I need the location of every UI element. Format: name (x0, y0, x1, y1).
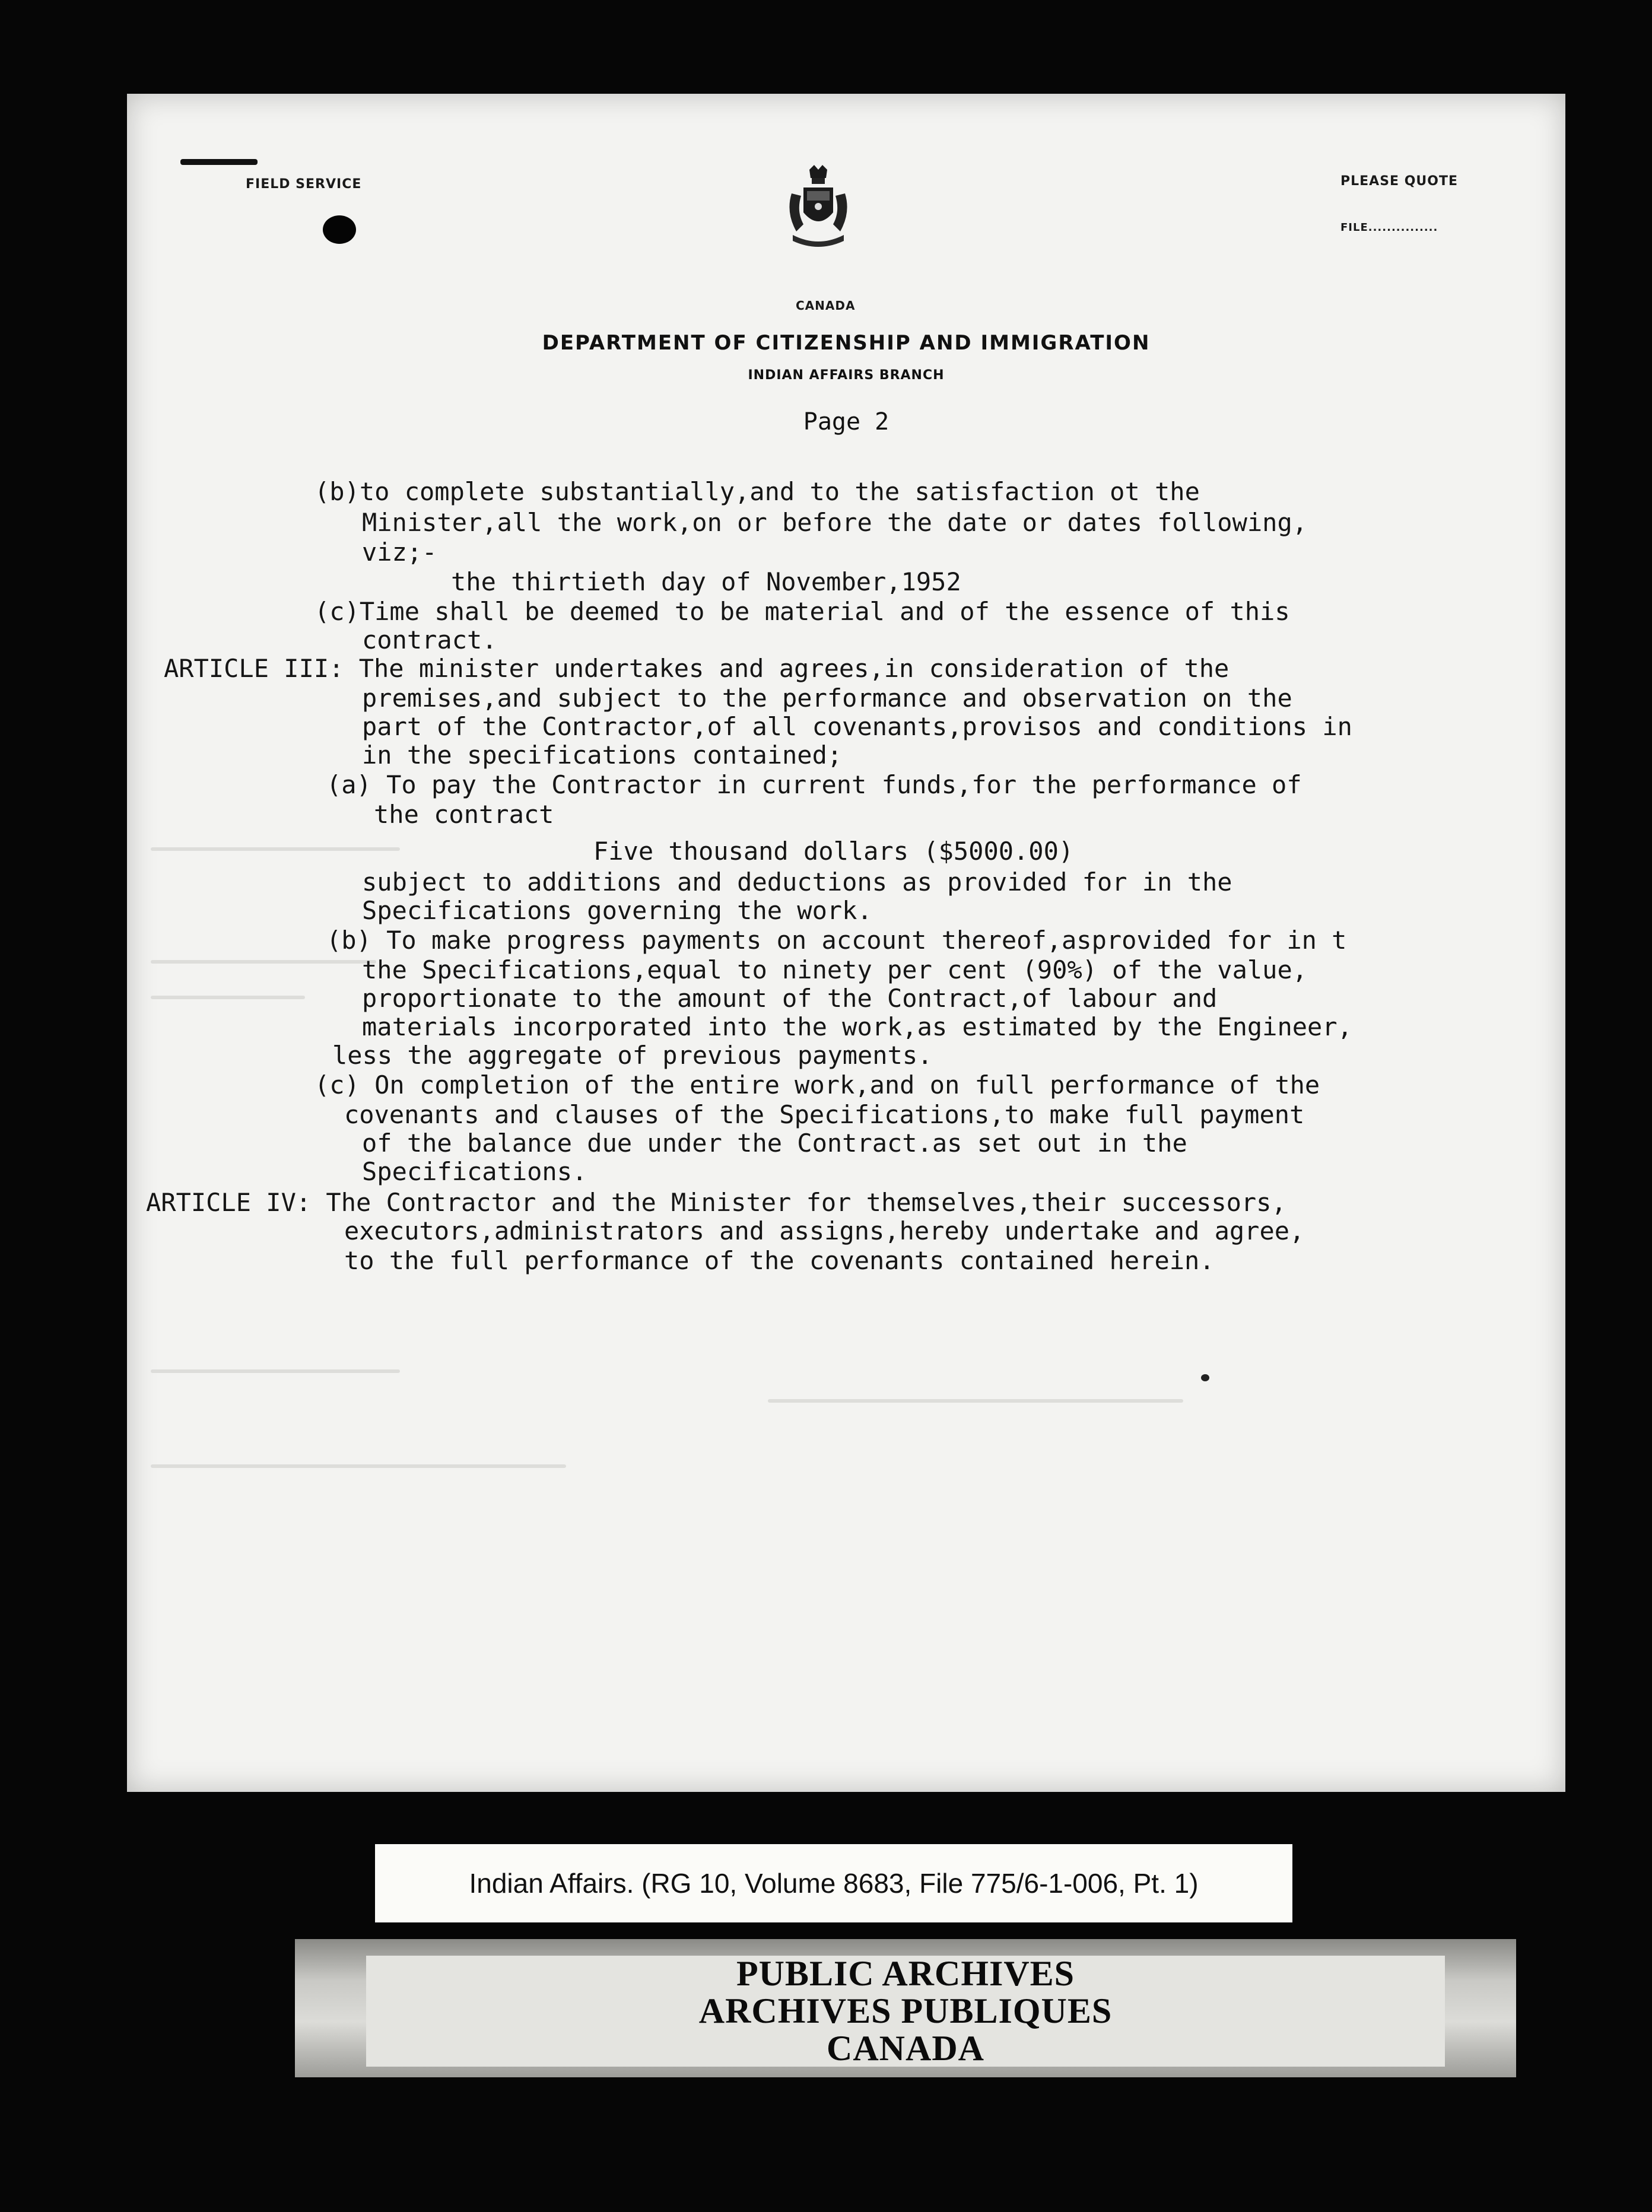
body-line: executors,administrators and assigns,hereby undertake and agree, (344, 1216, 1305, 1245)
body-line: Minister,all the work,on or before the date or dates following, (362, 508, 1308, 537)
body-line: (c)Time shall be deemed to be material and of the essence of this (314, 597, 1290, 626)
canada-caption: CANADA (796, 298, 856, 313)
body-line: viz;- (362, 538, 437, 567)
page-number: Page 2 (803, 408, 889, 436)
document-page (127, 94, 1565, 1792)
archives-stamp-text (366, 1956, 1445, 2067)
reference-text: Indian Affairs. (RG 10, Volume 8683, File 775/6-1-006, Pt. 1) (469, 1868, 1199, 1899)
body-line: (b)to complete substantially,and to the satisfaction ot the (314, 477, 1200, 506)
body-line: of the balance due under the Contract.as set out in the (362, 1129, 1187, 1158)
body-line: in the specifications contained; (362, 740, 843, 770)
archives-line-2: ARCHIVES PUBLIQUES (698, 1991, 1113, 2030)
archives-line-3: CANADA (827, 2029, 984, 2068)
coat-of-arms-icon (786, 165, 851, 254)
body-line: part of the Contractor,of all covenants,provisos and conditions in (362, 712, 1352, 741)
department-title: DEPARTMENT OF CITIZENSHIP AND IMMIGRATION (542, 331, 1151, 355)
branch-title: INDIAN AFFAIRS BRANCH (748, 368, 945, 383)
field-service-label: FIELD SERVICE (246, 177, 362, 192)
body-line: ARTICLE IV: The Contractor and the Minister for themselves,their successors, (146, 1188, 1286, 1217)
body-line: (b) To make progress payments on account thereof,asprovided for in t (326, 926, 1347, 955)
ink-speck (1201, 1374, 1209, 1381)
body-line: proportionate to the amount of the Contract,of labour and (362, 984, 1218, 1013)
body-line: to the full performance of the covenants contained herein. (344, 1246, 1215, 1275)
body-line: Five thousand dollars ($5000.00) (593, 837, 1074, 866)
please-quote-label: PLEASE QUOTE (1340, 174, 1459, 189)
bleed-through-mark (768, 1399, 1183, 1403)
body-line: subject to additions and deductions as provided for in the (362, 867, 1232, 897)
body-line: less the aggregate of previous payments. (332, 1041, 933, 1070)
body-line: the thirtieth day of November,1952 (451, 567, 961, 596)
archival-reference-label (375, 1844, 1292, 1922)
body-line: the Specifications,equal to ninety per cent (90%) of the value, (362, 955, 1308, 984)
body-line: (c) On completion of the entire work,and on full performance of the (314, 1070, 1320, 1099)
body-line: covenants and clauses of the Specifications,to make full payment (344, 1100, 1305, 1129)
body-line: Specifications governing the work. (362, 896, 872, 925)
bleed-through-mark (151, 960, 376, 964)
staple-mark (180, 159, 258, 165)
archives-line-1: PUBLIC ARCHIVES (736, 1954, 1075, 1993)
file-label: FILE............... (1340, 221, 1438, 234)
body-line: (a) To pay the Contractor in current funds,for the performance of (326, 770, 1302, 799)
body-line: materials incorporated into the work,as estimated by the Engineer, (362, 1012, 1352, 1041)
body-line: Specifications. (362, 1157, 587, 1186)
archives-stamp (295, 1939, 1516, 2077)
body-line: ARTICLE III: The minister undertakes and agrees,in consideration of the (164, 654, 1230, 683)
bleed-through-mark (151, 847, 400, 851)
body-line: premises,and subject to the performance and observation on the (362, 684, 1292, 713)
body-line: the contract (374, 800, 554, 829)
body-line: contract. (362, 625, 497, 654)
bleed-through-mark (151, 1369, 400, 1373)
bleed-through-mark (151, 1464, 566, 1468)
bleed-through-mark (151, 996, 305, 999)
punch-hole (323, 215, 356, 244)
